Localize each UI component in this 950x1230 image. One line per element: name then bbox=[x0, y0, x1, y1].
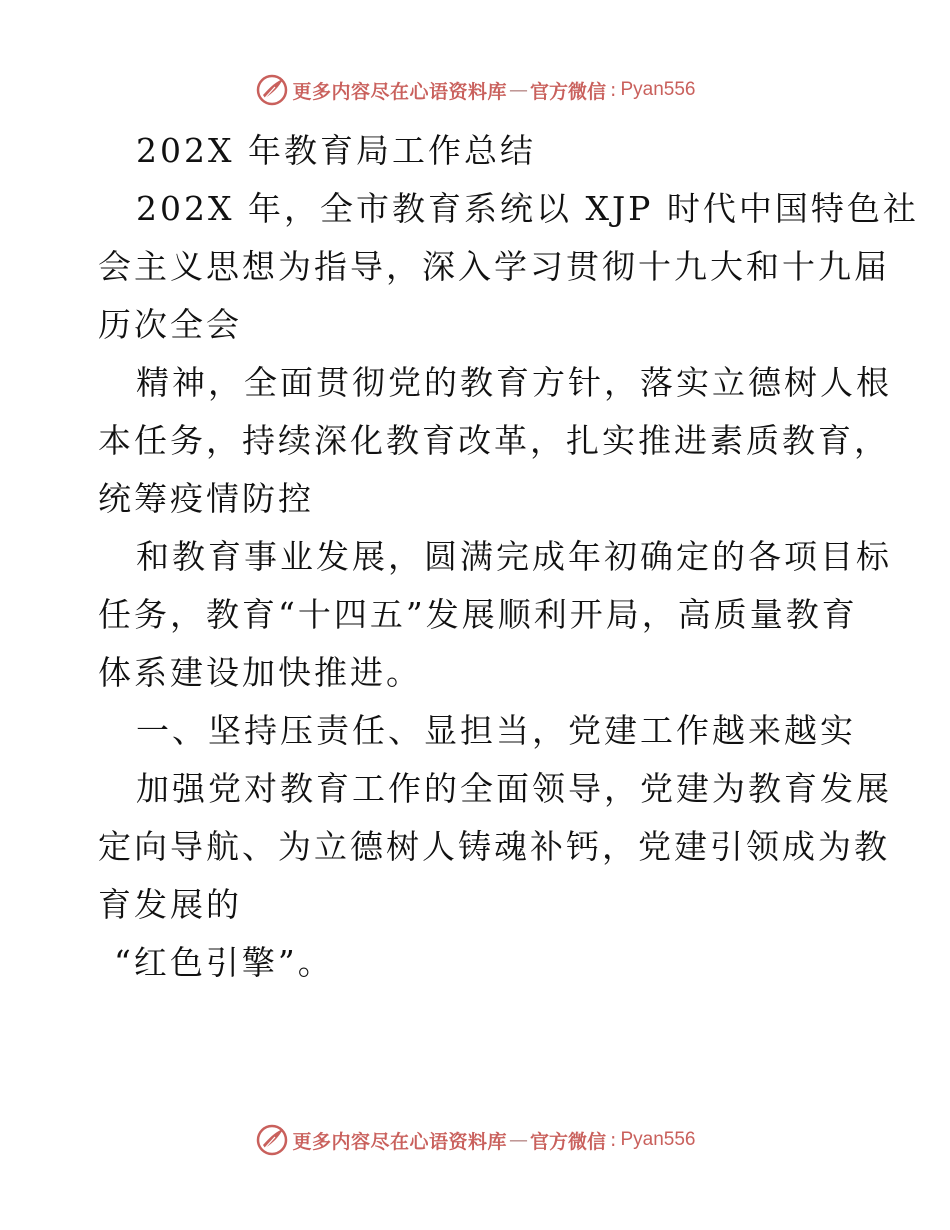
watermark-wechat-id: Pyan556 bbox=[620, 79, 696, 100]
paragraph-line: “红色引擎”。 bbox=[114, 943, 334, 982]
document-title: 202X 年教育局工作总结 bbox=[136, 131, 536, 170]
watermark-dash: — bbox=[509, 79, 529, 101]
paragraph-line: 统筹疫情防控 bbox=[98, 479, 314, 518]
paragraph-line: 加强党对教育工作的全面领导，党建为教育发展 bbox=[136, 769, 892, 808]
watermark-separator: : bbox=[610, 1129, 617, 1151]
watermark-dash: — bbox=[509, 1129, 529, 1151]
quill-logo-icon bbox=[255, 1123, 289, 1157]
watermark-separator: : bbox=[610, 79, 617, 101]
watermark-footer bbox=[0, 1120, 950, 1160]
paragraph-line: 精神，全面贯彻党的教育方针，落实立德树人根 bbox=[136, 363, 892, 402]
paragraph-line: 育发展的 bbox=[98, 885, 242, 924]
paragraph-line: 体系建设加快推进。 bbox=[98, 653, 422, 692]
paragraph-line: 定向导航、为立德树人铸魂补钙，党建引领成为教 bbox=[98, 827, 890, 866]
document-body bbox=[98, 122, 919, 992]
watermark-wechat-id: Pyan556 bbox=[620, 1129, 696, 1150]
paragraph-line: 本任务，持续深化教育改革，扎实推进素质教育， bbox=[98, 421, 890, 460]
paragraph-line: 会主义思想为指导，深入学习贯彻十九大和十九届 bbox=[98, 247, 890, 286]
paragraph-line: 和教育事业发展，圆满完成年初确定的各项目标 bbox=[136, 537, 892, 576]
section-heading: 一、坚持压责任、显担当，党建工作越来越实 bbox=[136, 711, 856, 750]
watermark-label: 官方微信 bbox=[530, 80, 607, 103]
quill-logo-icon bbox=[255, 73, 289, 107]
paragraph-line: 任务，教育“十四五”发展顺利开局，高质量教育 bbox=[98, 595, 858, 634]
watermark-header bbox=[0, 70, 950, 110]
paragraph-line: 历次全会 bbox=[98, 305, 242, 344]
watermark-main-text: 更多内容尽在心语资料库 bbox=[292, 1130, 508, 1153]
watermark-label: 官方微信 bbox=[530, 1130, 607, 1153]
paragraph-line: 202X 年，全市教育系统以 XJP 时代中国特色社 bbox=[136, 189, 919, 228]
watermark-main-text: 更多内容尽在心语资料库 bbox=[292, 80, 508, 103]
